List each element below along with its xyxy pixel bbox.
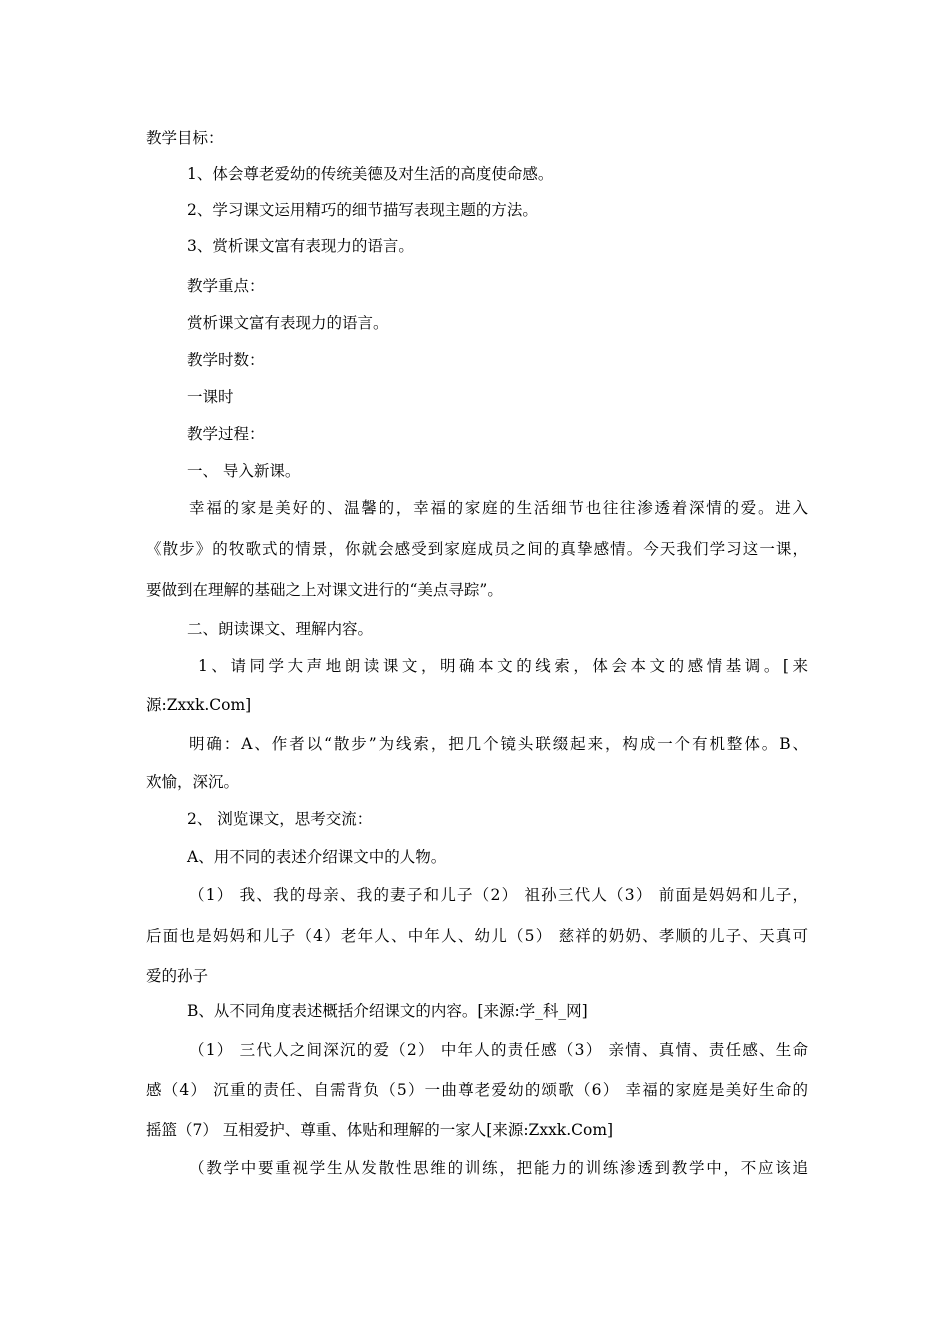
paragraph-line: 幸福的家是美好的、温馨的，幸福的家庭的生活细节也往往渗透着深情的爱。进入 (189, 499, 808, 517)
key-point-text: 赏析课文富有表现力的语言。 (187, 314, 389, 332)
paragraph-line: 欢愉，深沉。 (146, 773, 240, 791)
paragraph-line: （教学中要重视学生从发散性思维的训练，把能力的训练渗透到教学中，不应该追 (189, 1159, 808, 1177)
section-heading-objectives: 教学目标： (146, 129, 224, 147)
objective-item-1: 1、体会尊老爱幼的传统美德及对生活的高度使命感。 (187, 165, 554, 183)
section-heading-key-points: 教学重点： (187, 277, 265, 295)
section-heading-process: 教学过程： (187, 425, 265, 443)
process-step-1: 一、 导入新课。 (187, 462, 301, 480)
paragraph-line: 后面也是妈妈和儿子（4）老年人、中年人、幼儿（5） 慈祥的奶奶、孝顺的儿子、天真可 (146, 927, 808, 945)
paragraph-line: 明确：A、作者以“散步”为线索，把几个镜头联缀起来，构成一个有机整体。B、 (189, 735, 808, 753)
objective-item-3: 3、赏析课文富有表现力的语言。 (187, 237, 414, 255)
subsection-heading: A、用不同的表述介绍课文中的人物。 (187, 848, 447, 866)
paragraph-line: （1） 三代人之间深沉的爱（2） 中年人的责任感（3） 亲情、真情、责任感、生命 (189, 1041, 808, 1059)
hours-text: 一课时 (187, 388, 234, 406)
paragraph-line: 1、请同学大声地朗读课文，明确本文的线索，体会本文的感情基调。[来 (198, 657, 808, 675)
objective-item-2: 2、学习课文运用精巧的细节描写表现主题的方法。 (187, 201, 538, 219)
paragraph-line: （1） 我、我的母亲、我的妻子和儿子（2） 祖孙三代人（3） 前面是妈妈和儿子， (189, 886, 808, 904)
paragraph-line: 摇篮（7） 互相爱护、尊重、体贴和理解的一家人[来源:Zxxk.Com] (146, 1121, 614, 1139)
paragraph-line: 要做到在理解的基础之上对课文进行的“美点寻踪”。 (146, 581, 503, 599)
subsection-heading: B、从不同角度表述概括介绍课文的内容。[来源:学_科_网] (187, 1002, 588, 1020)
subsection-heading: 2、 浏览课文，思考交流： (187, 810, 373, 828)
paragraph-line: 爱的孙子 (146, 967, 209, 985)
paragraph-line: 《散步》的牧歌式的情景，你就会感受到家庭成员之间的真挚感情。今天我们学习这一课， (146, 540, 808, 558)
paragraph-line: 感（4） 沉重的责任、自需背负（5）一曲尊老爱幼的颂歌（6） 幸福的家庭是美好生命的 (146, 1081, 808, 1099)
paragraph-line: 源:Zxxk.Com] (146, 696, 252, 714)
process-step-2: 二、朗读课文、理解内容。 (187, 620, 374, 638)
section-heading-hours: 教学时数： (187, 351, 265, 369)
